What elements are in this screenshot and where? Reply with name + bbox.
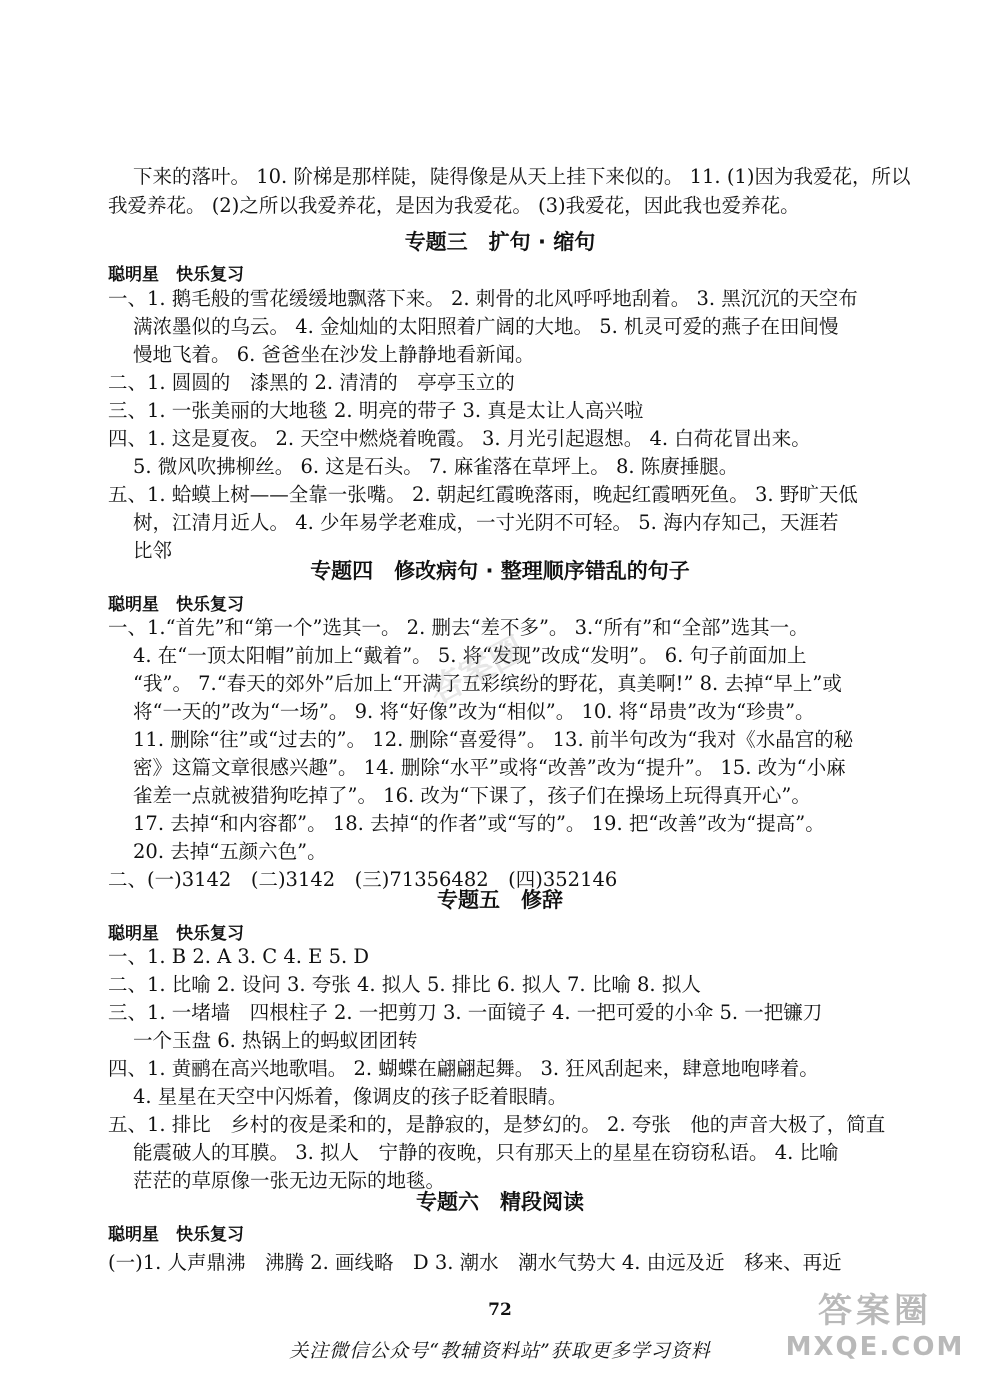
s3-line: 满浓墨似的乌云。 4. 金灿灿的太阳照着广阔的大地。 5. 机灵可爱的燕子在田间慢 xyxy=(133,315,839,338)
s4-line: 二、(一)3142 (二)3142 (三)71356482 (四)352146 xyxy=(108,868,618,891)
s5-line: 一个玉盘 6. 热锅上的蚂蚁团团转 xyxy=(133,1029,418,1052)
s3-line: 三、1. 一张美丽的大地毯 2. 明亮的带子 3. 真是太让人高兴啦 xyxy=(108,399,644,422)
s4-line: 密》这篇文章很感兴趣”。 14. 删除“水平”或将“改善”改为“提升”。 15. 改为“小麻 xyxy=(133,756,846,779)
s4-line: 将“一天的”改为“一场”。 9. 将“好像”改为“相似”。 10. 将“昂贵”改为“珍贵”。 xyxy=(133,700,815,723)
section-3-subtitle: 聪明星 快乐复习 xyxy=(108,265,244,285)
s4-line: “我”。 7.“春天的郊外”后加上“开满了五彩缤纷的野花，真美啊!” 8. 去掉“早上”或 xyxy=(133,672,842,695)
s5-line: 五、1. 排比 乡村的夜是柔和的，是静寂的，是梦幻的。 2. 夸张 他的声音大极了，简直 xyxy=(108,1113,886,1136)
section-5-subtitle: 聪明星 快乐复习 xyxy=(108,924,244,944)
section-4-heading: 专题四 修改病句 · 整理顺序错乱的句子 xyxy=(310,559,690,583)
section-4-subtitle: 聪明星 快乐复习 xyxy=(108,595,244,615)
footer-note: 关注微信公众号“教辅资料站”获取更多学习资料 xyxy=(289,1340,711,1362)
section-3-heading: 专题三 扩句 · 缩句 xyxy=(404,230,596,254)
s3-line: 比邻 xyxy=(133,539,173,562)
s5-line: 二、1. 比喻 2. 设问 3. 夸张 4. 拟人 5. 排比 6. 拟人 7. 比喻 8. 拟人 xyxy=(108,973,701,996)
watermark-title: 答案圈 xyxy=(818,1291,932,1331)
s4-line: 17. 去掉“和内容都”。 18. 去掉“的作者”或“写的”。 19. 把“改善”改为“提高”。 xyxy=(133,812,825,835)
s4-line: 20. 去掉“五颜六色”。 xyxy=(133,840,327,863)
s3-line: 四、1. 这是夏夜。 2. 天空中燃烧着晚霞。 3. 月光引起遐想。 4. 白荷花冒出来。 xyxy=(108,427,811,450)
watermark-url: MXQE.COM xyxy=(785,1332,965,1362)
s4-line: 一、1.“首先”和“第一个”选其一。 2. 删去“差不多”。 3.“所有”和“全部”选其一。 xyxy=(108,616,809,639)
s5-line: 能震破人的耳膜。 3. 拟人 宁静的夜晚，只有那天上的星星在窃窃私语。 4. 比喻 xyxy=(133,1141,839,1164)
s3-line: 五、1. 蛤蟆上树——全靠一张嘴。 2. 朝起红霞晚落雨，晚起红霞晒死鱼。 3. 野旷天低 xyxy=(108,483,858,506)
section-6-heading: 专题六 精段阅读 xyxy=(416,1190,584,1214)
s6-line: (一)1. 人声鼎沸 沸腾 2. 画线略 D 3. 潮水 潮水气势大 4. 由远及近 移来、再近 xyxy=(108,1251,842,1274)
s5-line: 一、1. B 2. A 3. C 4. E 5. D xyxy=(108,945,370,968)
s3-line: 慢地飞着。 6. 爸爸坐在沙发上静静地看新闻。 xyxy=(133,343,535,366)
section-5-heading: 专题五 修辞 xyxy=(437,888,563,912)
s3-line: 5. 微风吹拂柳丝。 6. 这是石头。 7. 麻雀落在草坪上。 8. 陈赓捶腿。 xyxy=(133,455,739,478)
s4-line: 雀差一点就被猎狗吃掉了”。 16. 改为“下课了，孩子们在操场上玩得真开心”。 xyxy=(133,784,811,807)
s5-line: 四、1. 黄鹂在高兴地歌唱。 2. 蝴蝶在翩翩起舞。 3. 狂风刮起来，肆意地咆哮着。 xyxy=(108,1057,819,1080)
page-number: 72 xyxy=(488,1300,512,1320)
section-6-subtitle: 聪明星 快乐复习 xyxy=(108,1225,244,1245)
s5-line: 茫茫的草原像一张无边无际的地毯。 xyxy=(133,1169,446,1192)
s5-line: 三、1. 一堵墙 四根柱子 2. 一把剪刀 3. 一面镜子 4. 一把可爱的小伞 5. 一把镰刀 xyxy=(108,1001,823,1024)
s3-line: 二、1. 圆圆的 漆黑的 2. 清清的 亭亭玉立的 xyxy=(108,371,515,394)
intro-line-1: 下来的落叶。 10. 阶梯是那样陡，陡得像是从天上挂下来似的。 11. (1)因为我爱花，所以 xyxy=(133,165,911,188)
intro-line-2: 我爱养花。 (2)之所以我爱养花，是因为我爱花。 (3)我爱花，因此我也爱养花。 xyxy=(108,194,800,217)
s3-line: 一、1. 鹅毛般的雪花缓缓地飘落下来。 2. 刺骨的北风呼呼地刮着。 3. 黑沉沉的天空布 xyxy=(108,287,858,310)
stamp-watermark: 答案圈 xyxy=(422,629,532,713)
s4-line: 11. 删除“往”或“过去的”。 12. 删除“喜爱得”。 13. 前半句改为“我对《水晶宫的秘 xyxy=(133,728,854,751)
corner-watermark xyxy=(760,1290,990,1370)
s3-line: 树，江清月近人。 4. 少年易学老难成，一寸光阴不可轻。 5. 海内存知己，天涯若 xyxy=(133,511,839,534)
s5-line: 4. 星星在天空中闪烁着，像调皮的孩子眨着眼睛。 xyxy=(133,1085,568,1108)
s4-line: 4. 在“一顶太阳帽”前加上“戴着”。 5. 将“发现”改成“发明”。 6. 句子前面加上 xyxy=(133,644,807,667)
